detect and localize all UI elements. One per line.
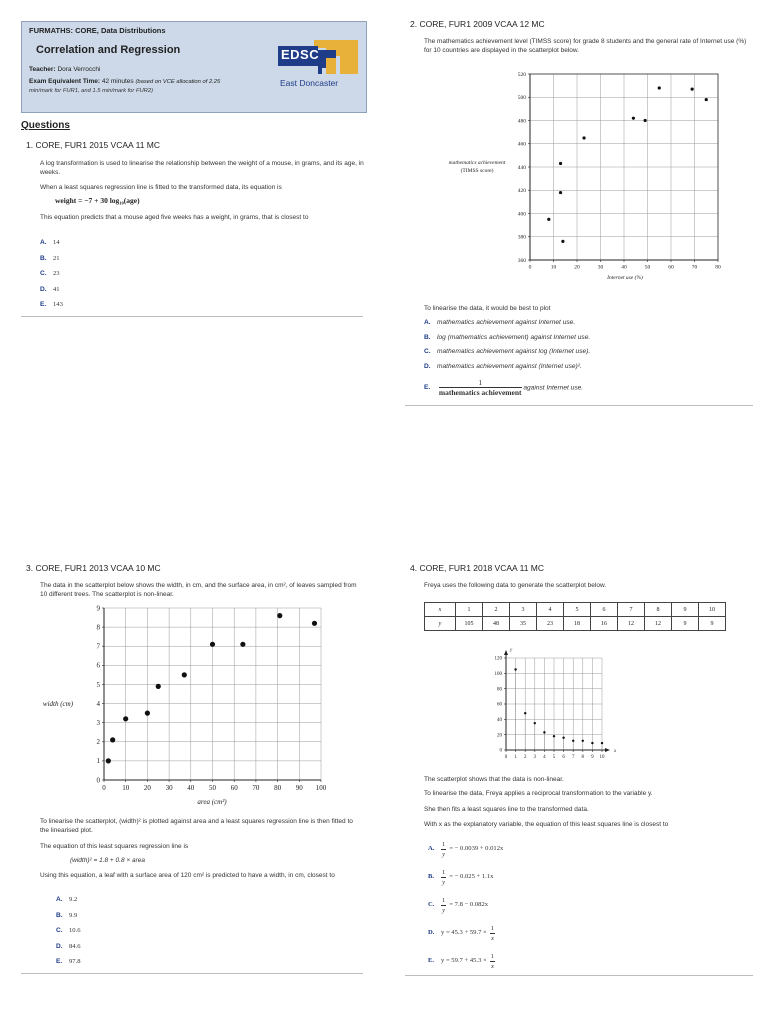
q2-title: 2. CORE, FUR1 2009 VCAA 12 MC [410, 19, 545, 29]
x-tick-label: 50 [209, 784, 216, 792]
x-axis-label: Internet use (%) [607, 275, 643, 281]
q3-option-c[interactable] [56, 927, 81, 943]
data-point [106, 758, 111, 763]
q3-option-b-text: 9.9 [69, 911, 78, 919]
y-tick-label: 0 [499, 748, 502, 754]
q2-option-d-letter: D. [424, 362, 431, 370]
q4-option-b-letter: B. [428, 873, 435, 880]
x-tick-label: 80 [715, 264, 721, 271]
q4-table-cell: 4 [537, 603, 564, 617]
q2-option-e-letter: E. [424, 384, 431, 392]
data-point [534, 722, 536, 724]
exam-note-2: min/mark for FUR1, and 1.5 min/mark for FUR2) [29, 88, 154, 94]
data-point [543, 731, 545, 733]
q1-option-b-letter: B. [40, 254, 47, 262]
q2-option-a-letter: A. [424, 319, 431, 326]
q3-option-d-text: 84.6 [69, 942, 81, 950]
q2-option-a-text: mathematics achievement against Internet use. [437, 319, 576, 326]
q2-option-e-text: against Internet use. [523, 384, 584, 392]
x-tick-label: 6 [562, 755, 565, 760]
q4-option-a-letter: A. [428, 845, 435, 852]
y-tick-label: 8 [96, 623, 100, 632]
q4-option-c-num: 1 [442, 896, 446, 904]
y-tick-label: 480 [517, 118, 526, 125]
x-tick-label: 20 [574, 264, 580, 271]
q4-table-cell: 12 [645, 617, 672, 631]
q2-options [424, 319, 754, 397]
q4-table-cell: 35 [510, 617, 537, 631]
y-tick-label: 40 [497, 718, 502, 723]
q1-option-a-text: 14 [53, 239, 60, 246]
teacher-line [29, 66, 100, 73]
q3-option-c-text: 10.6 [69, 927, 81, 934]
q2-option-e-denominator: mathematics achievement [438, 388, 522, 397]
q1-paragraph-3: This equation predicts that a mouse aged five weeks has a weight, in grams, that is closest to [40, 214, 309, 221]
q1-option-b[interactable] [40, 255, 63, 271]
x-tick-label: 30 [165, 784, 173, 792]
y-tick-label: 5 [96, 680, 100, 689]
q4-option-e-den: x [490, 962, 494, 970]
q4-table-cell: 105 [456, 617, 483, 631]
y-tick-label: 120 [494, 656, 502, 662]
data-point [559, 162, 562, 165]
x-tick-label: 70 [252, 784, 260, 792]
q2-option-e-numerator: 1 [439, 378, 522, 388]
q4-paragraph-5: With x as the explanatory variable, the equation of this least squares line is closest to [424, 821, 669, 828]
exam-note: (based on VCE allocation of 2.25 [135, 79, 221, 85]
data-point [145, 711, 150, 716]
q2-paragraph-2: To linearise the data, it would be best to plot [424, 305, 551, 312]
y-tick-label: 400 [517, 211, 526, 218]
q3-paragraph-1: The data in the scatterplot below shows the width, in cm, and the surface area, in cm², of leaves sampled from 10 different trees. The scatterplot is non-linear. [40, 582, 357, 598]
q4-option-d-den: x [490, 934, 494, 942]
q4-option-c-fraction [441, 896, 446, 915]
q4-paragraph-1: Freya uses the following data to generate the scatterplot below. [424, 582, 607, 589]
x-tick-label: 9 [591, 755, 594, 760]
q3-paragraph-3: The equation of this least squares regression line is [40, 843, 189, 850]
q4-option-a-fraction [441, 840, 446, 859]
x-tick-label: 60 [230, 784, 238, 792]
x-tick-label: 60 [668, 264, 674, 271]
x-tick-label: 20 [143, 784, 151, 792]
x-tick-label: 0 [528, 264, 532, 271]
q1-option-d-letter: D. [40, 285, 47, 293]
data-point [582, 136, 585, 139]
q4-paragraph-2: The scatterplot shows that the data is non-linear. [424, 776, 564, 783]
data-point [514, 668, 516, 670]
q3-option-b-letter: B. [56, 911, 63, 919]
x-tick-label: 8 [581, 755, 585, 760]
data-point [110, 737, 115, 742]
q3-equation: (width)² = 1.8 + 0.8 × area [70, 857, 145, 864]
y-tick-label: 420 [517, 188, 526, 195]
q4-option-e-pre: y = 59.7 + 45.3 × [441, 957, 487, 964]
q1-divider [21, 316, 363, 317]
x-tick-label: 10 [599, 755, 605, 760]
y-tick-label: 9 [96, 604, 100, 613]
y-tick-label: 80 [497, 687, 502, 693]
q4-table-cell: 9 [699, 617, 726, 631]
data-point [561, 240, 564, 243]
y-tick-label: 7 [96, 642, 100, 651]
q1-option-c-letter: C. [40, 270, 47, 277]
q2-divider [405, 405, 753, 406]
q4-option-d-letter: D. [428, 929, 435, 936]
y-tick-label: 3 [96, 719, 100, 727]
q4-option-a-rest: = − 0.0039 + 0.012x [449, 845, 504, 852]
q4-table-cell: 7 [618, 603, 645, 617]
q4-table-cell: 2 [483, 603, 510, 617]
teacher-name: Dora Verrocchi [57, 66, 101, 73]
q4-table-cell: 23 [537, 617, 564, 631]
y-axis-label: y [510, 648, 513, 653]
q4-option-a-den: y [442, 850, 446, 858]
y-axis-label-unit: (TIMSS score) [460, 168, 494, 174]
x-tick-label: 40 [187, 784, 195, 792]
q1-option-c[interactable] [40, 270, 63, 286]
q1-option-a[interactable] [40, 239, 63, 255]
x-tick-label: 30 [597, 264, 604, 271]
q3-option-d[interactable] [56, 943, 81, 959]
q3-option-d-letter: D. [56, 942, 63, 950]
data-point [156, 684, 161, 689]
x-tick-label: 10 [550, 264, 557, 271]
y-tick-label: 1 [96, 757, 100, 766]
x-tick-label: 0 [504, 755, 508, 760]
q3-option-c-letter: C. [56, 927, 63, 934]
data-point [312, 621, 317, 626]
q4-table-cell: 9 [672, 617, 699, 631]
y-axis-label: width (cm) [42, 700, 74, 708]
data-point [601, 742, 603, 744]
data-point [582, 740, 584, 742]
q1-title: 1. CORE, FUR1 2015 VCAA 11 MC [26, 140, 161, 150]
q4-table-cell: 6 [591, 603, 618, 617]
q4-table-row-y [425, 617, 726, 631]
q3-scatterplot [36, 603, 336, 813]
q4-option-e-fraction [490, 952, 495, 971]
q4-table-cell: 1 [456, 603, 483, 617]
data-point [658, 86, 661, 89]
q1-option-d-text: 41 [53, 285, 60, 293]
q4-paragraph-3: To linearise the data, Freya applies a reciprocal transformation to the variable y. [424, 790, 653, 797]
q3-options [56, 896, 81, 974]
data-point [547, 218, 550, 221]
q3-option-b[interactable] [56, 912, 81, 928]
q4-option-d-pre: y = 45.3 + 59.7 × [441, 929, 487, 936]
q2-option-d[interactable] [424, 363, 754, 378]
data-point [123, 716, 128, 721]
q4-option-d-num: 1 [490, 924, 495, 932]
q4-option-e-num: 1 [490, 952, 495, 960]
y-axis-label: mathematics achievement [448, 160, 506, 166]
x-tick-label: 10 [122, 784, 130, 792]
x-tick-label: 80 [274, 784, 282, 792]
data-point [591, 742, 593, 744]
q1-option-a-letter: A. [40, 239, 47, 246]
data-point [553, 735, 555, 737]
data-point [559, 191, 562, 194]
x-tick-label: 3 [533, 755, 537, 760]
data-point [277, 613, 282, 618]
q4-option-b-num: 1 [442, 868, 446, 876]
q3-paragraph-4: Using this equation, a leaf with a surface area of 120 cm² is predicted to have a width, in cm, closest to [40, 872, 335, 879]
y-tick-label: 380 [517, 234, 526, 241]
q2-option-b-text: log (mathematics achievement) against Internet use. [437, 333, 591, 341]
q2-scatterplot [425, 66, 725, 286]
school-logo [278, 38, 358, 94]
q4-table-cell: 3 [510, 603, 537, 617]
x-tick-label: 40 [621, 264, 627, 271]
q4-option-c-letter: C. [428, 901, 435, 908]
y-tick-label: 520 [517, 71, 526, 78]
x-tick-label: 50 [644, 264, 651, 271]
x-tick-label: 7 [571, 755, 575, 760]
q4-option-c-rest: = 7.8 − 0.082x [449, 901, 489, 908]
exam-time-line [29, 78, 220, 85]
q2-option-b[interactable] [424, 334, 754, 349]
y-axis-arrow-icon [504, 650, 508, 655]
q4-data-table [424, 602, 726, 631]
q3-option-a[interactable] [56, 896, 81, 912]
page-title: Correlation and Regression [36, 44, 181, 56]
q3-option-a-text: 9.2 [69, 896, 78, 903]
y-tick-label: 20 [497, 733, 502, 739]
q4-title: 4. CORE, FUR1 2018 VCAA 11 MC [410, 563, 545, 573]
q1-option-b-text: 21 [53, 254, 60, 262]
q4-table-cell: 9 [672, 603, 699, 617]
data-point [705, 98, 708, 101]
q4-option-a[interactable] [428, 835, 758, 863]
q1-option-c-text: 23 [53, 270, 60, 277]
data-point [210, 642, 215, 647]
q4-table-cell: 10 [699, 603, 726, 617]
q4-option-e[interactable] [428, 947, 758, 975]
q2-paragraph-1: The mathematics achievement level (TIMSS score) for grade 8 students and the general rate of Internet use (%) for 10 countries are displayed in the scatterplot below. [424, 38, 747, 54]
q3-title: 3. CORE, FUR1 2013 VCAA 10 MC [26, 563, 161, 573]
data-point [691, 88, 694, 91]
q3-divider [21, 973, 363, 974]
exam-time-label: Exam Equivalent Time: [29, 78, 101, 85]
q1-option-d[interactable] [40, 286, 63, 302]
q4-table-cell: 8 [645, 603, 672, 617]
q4-option-e-letter: E. [428, 957, 435, 964]
q4-table-cell: 16 [591, 617, 618, 631]
q2-option-c-letter: C. [424, 348, 431, 355]
q2-option-c-text: mathematics achievement against log (Internet use). [437, 348, 591, 355]
q4-table-header-x: x [425, 603, 456, 617]
q4-option-c[interactable] [428, 891, 758, 919]
course-label: FURMATHS: CORE, Data Distributions [29, 26, 166, 35]
data-point [182, 672, 187, 677]
q3-option-a-letter: A. [56, 896, 63, 903]
q1-paragraph-2: When a least squares regression line is fitted to the transformed data, its equation is [40, 184, 282, 191]
teacher-label: Teacher: [29, 66, 56, 73]
q1-equation: weight = −7 + 30 log₁₀(age) [55, 196, 140, 205]
x-axis-label: x [614, 749, 617, 754]
q4-options [428, 835, 758, 975]
x-tick-label: 0 [102, 784, 106, 792]
q4-option-b-rest: = − 0.025 + 1.1x [449, 873, 494, 880]
data-point [644, 119, 647, 122]
y-tick-label: 4 [96, 699, 100, 708]
q1-option-e-letter: E. [40, 301, 47, 308]
q1-options [40, 239, 63, 317]
data-point [562, 737, 564, 739]
q3-paragraph-2: To linearise the scatterplot, (width)² is plotted against area and a least squares regression line is then fitted to the linearised plot. [40, 818, 353, 834]
q3-option-e-text: 97.8 [69, 958, 81, 965]
x-tick-label: 1 [514, 755, 517, 760]
data-point [632, 117, 635, 120]
q1-option-e-text: 143 [53, 301, 63, 308]
q4-table-row-x [425, 603, 726, 617]
q4-table-cell: 48 [483, 617, 510, 631]
q1-option-e[interactable] [40, 301, 63, 317]
q4-table-cell: 5 [564, 603, 591, 617]
q4-option-b[interactable] [428, 863, 758, 891]
y-tick-label: 6 [96, 661, 100, 670]
q4-option-a-num: 1 [442, 840, 446, 848]
data-point [572, 740, 574, 742]
q2-option-a[interactable] [424, 319, 754, 334]
y-tick-label: 60 [497, 702, 502, 708]
questions-heading: Questions [21, 120, 70, 131]
x-axis-label: area (cm²) [197, 798, 227, 806]
q3-option-e[interactable] [56, 958, 81, 974]
q4-option-b-den: y [442, 878, 446, 886]
q4-table-cell: 18 [564, 617, 591, 631]
q4-table-cell: 12 [618, 617, 645, 631]
q4-table-header-y: y [425, 617, 456, 631]
data-point [240, 642, 245, 647]
logo-text: EDSC [281, 47, 320, 62]
x-tick-label: 70 [691, 264, 698, 271]
y-tick-label: 460 [517, 141, 526, 148]
q2-option-b-letter: B. [424, 333, 431, 341]
y-tick-label: 0 [96, 776, 100, 785]
exam-time: 42 minutes [101, 78, 134, 85]
x-tick-label: 4 [543, 755, 546, 760]
x-tick-label: 90 [295, 784, 303, 792]
q4-divider [405, 975, 753, 976]
q2-option-d-text: mathematics achievement against (Internet use)². [437, 362, 582, 370]
q4-paragraph-4: She then fits a least squares line to the transformed data. [424, 806, 589, 813]
y-tick-label: 440 [517, 164, 526, 171]
data-point [524, 712, 526, 714]
x-tick-label: 2 [523, 755, 527, 760]
q4-option-b-fraction [441, 868, 446, 887]
x-tick-label: 5 [552, 755, 556, 760]
q2-option-e-fraction [439, 378, 522, 397]
logo-subtext: East Doncaster [280, 78, 339, 88]
y-tick-label: 100 [494, 672, 502, 677]
y-tick-label: 500 [517, 95, 526, 102]
q3-option-e-letter: E. [56, 958, 63, 965]
y-tick-label: 360 [517, 257, 526, 264]
y-tick-label: 2 [96, 738, 100, 747]
q2-option-c[interactable] [424, 348, 754, 363]
q4-option-d[interactable] [428, 919, 758, 947]
q4-option-c-den: y [442, 906, 446, 914]
q4-option-d-fraction [490, 924, 495, 943]
q2-option-e[interactable] [424, 378, 754, 397]
q4-scatterplot [480, 644, 620, 766]
x-axis-arrow-icon [605, 748, 610, 752]
q1-paragraph-1: A log transformation is used to linearise the relationship between the weight of a mouse, in grams, and its age, in weeks. [40, 160, 364, 176]
x-tick-label: 100 [315, 784, 327, 792]
